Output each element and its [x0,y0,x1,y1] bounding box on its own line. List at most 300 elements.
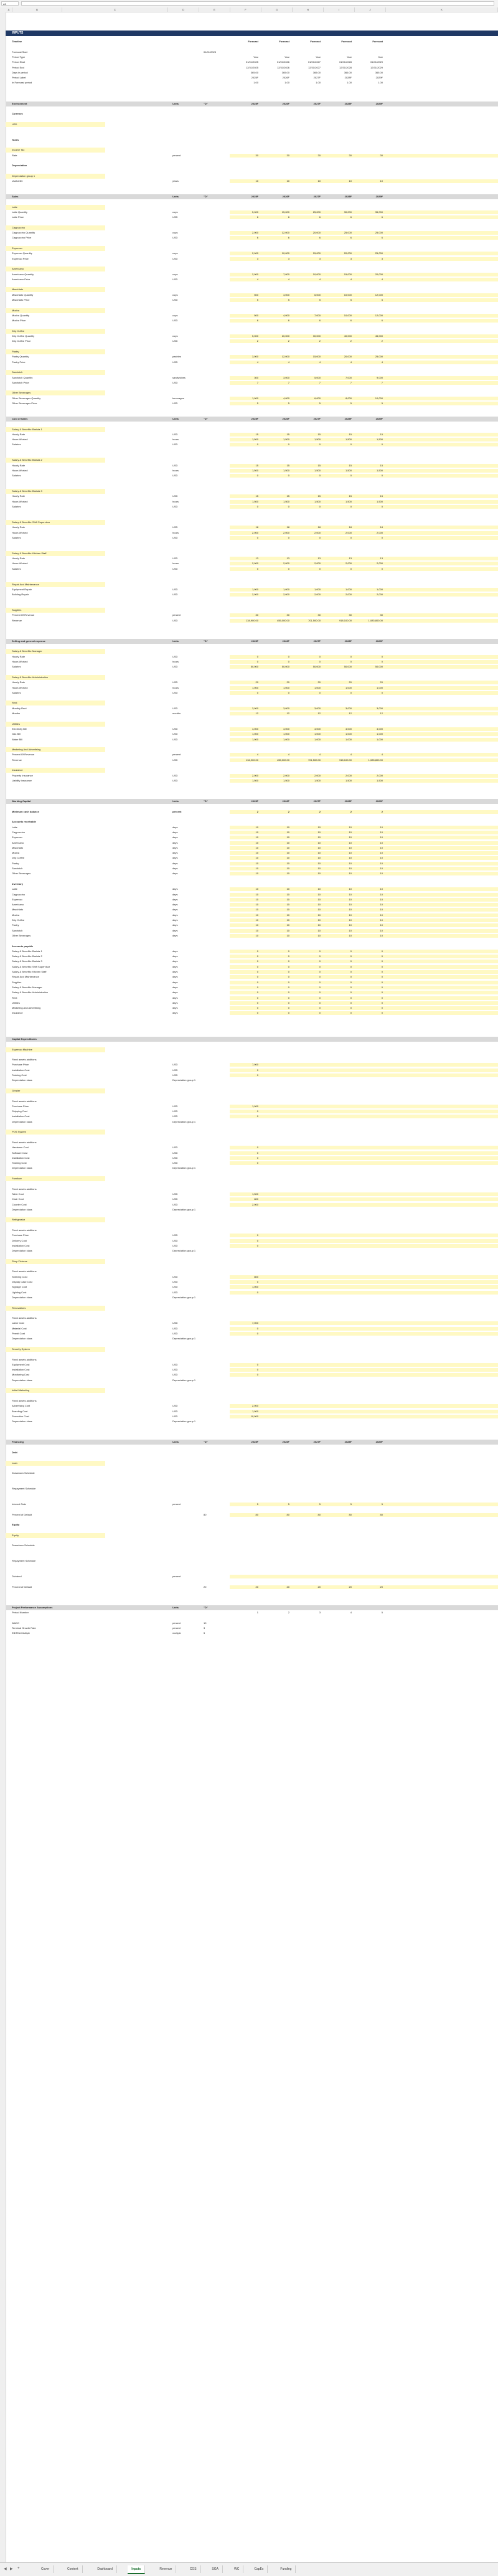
cell[interactable]: Period Number [12,1611,29,1615]
value-cell[interactable]: 18 [349,526,352,529]
cell[interactable]: USD [172,773,178,777]
value-cell[interactable]: 20 [255,681,258,684]
value-cell[interactable]: 7,000 [314,313,321,317]
sales-row[interactable] [6,272,498,277]
value-cell[interactable]: 1,500 [251,438,258,441]
value-cell[interactable]: 0 [256,1326,258,1330]
value-cell[interactable]: 0 [256,474,258,478]
sga-row[interactable] [6,732,498,737]
sga-row[interactable] [6,727,498,732]
value-cell[interactable]: 1.00 [347,81,352,85]
cos-row[interactable] [6,613,498,618]
ap-row[interactable] [6,1001,498,1006]
sheet-tab-funding[interactable]: Funding [276,2565,296,2573]
value-cell[interactable]: 2,000 [345,593,352,597]
cell[interactable]: Rate [12,153,17,157]
ap-row[interactable] [6,1006,498,1011]
cell[interactable]: USD [172,526,178,529]
subsection-label[interactable] [6,138,498,143]
group-label[interactable] [6,1130,105,1135]
value-cell[interactable]: 10 [349,913,352,917]
value-cell[interactable]: 1,000 [251,686,258,689]
value-cell[interactable]: 5 [381,1502,383,1506]
value-cell[interactable]: 1,000 [251,1409,258,1413]
value-cell[interactable]: 0 [288,991,289,994]
cell[interactable]: USD [172,1326,178,1330]
value-cell[interactable]: 3 [319,257,321,260]
cell[interactable]: days [172,960,178,963]
value-cell[interactable]: 2026F [282,800,289,803]
value-cell[interactable]: 15 [349,463,352,467]
cell[interactable]: USD [172,535,178,539]
section-header[interactable] [6,194,498,199]
value-cell[interactable]: 2027F [313,417,321,420]
capex-row[interactable] [6,1331,498,1336]
value-cell[interactable]: 10 [255,892,258,896]
value-cell[interactable]: 0 [381,985,383,989]
value-cell[interactable]: Forecast [341,40,352,43]
value-cell[interactable]: 2 [288,809,289,813]
value-cell[interactable]: 0 [288,691,289,694]
depreciation-class-row[interactable] [6,1419,498,1424]
fixed-assets-label[interactable] [6,1187,498,1192]
value-cell[interactable]: 4,000 [345,727,352,730]
value-cell[interactable]: 7 [288,380,289,384]
sheet-tab-cover[interactable]: Cover [37,2565,54,2573]
value-cell[interactable]: 5 [381,298,383,301]
value-cell[interactable]: 0 [288,1006,289,1010]
value-cell[interactable]: 3 [288,257,289,260]
cos-row[interactable] [6,556,498,561]
cell[interactable]: USD [172,1068,178,1072]
cell[interactable]: USD [172,1161,178,1165]
cell[interactable]: Advertising Cost [12,1404,31,1408]
value-cell[interactable]: 6 [381,319,383,323]
value-cell[interactable]: Year [377,55,383,59]
value-cell[interactable]: 10,000 [312,272,321,276]
value-cell[interactable]: 0 [319,660,321,663]
group-label[interactable] [6,308,105,313]
value-cell[interactable]: 10 [380,872,383,875]
group-title[interactable]: Utilities [12,722,20,725]
value-cell[interactable]: 50,000 [312,665,321,669]
cell[interactable]: Americano Price [12,277,31,281]
add-sheet-icon[interactable]: + [17,2567,20,2570]
cell[interactable]: Sandwich [12,928,23,932]
section-title[interactable]: Project Performance Assumptions [12,1605,53,1609]
cell[interactable]: days [172,825,178,829]
value-cell[interactable]: 3 [319,1611,321,1615]
value-cell[interactable]: 0 [256,1115,258,1118]
cell[interactable]: USD [172,215,178,219]
value-cell[interactable]: 0 [288,960,289,963]
value-cell[interactable]: 0 [350,991,352,994]
value-cell[interactable]: 0 [288,985,289,989]
section-header[interactable] [6,639,498,644]
capex-row[interactable] [6,1326,498,1331]
cos-row[interactable] [6,504,498,509]
cell[interactable]: Chair Cost [12,1197,24,1201]
value-cell[interactable]: 3 [350,257,352,260]
column-tag[interactable]: "D" [204,639,208,643]
cell[interactable]: days [172,955,178,958]
cell[interactable]: Equipment Repair [12,587,32,591]
cell[interactable]: USD [172,1156,178,1159]
value-cell[interactable]: 0 [256,960,258,963]
value-cell[interactable]: 0 [381,1006,383,1010]
cell[interactable]: Percent Of Revenue [12,613,35,617]
value-cell[interactable]: 15 [380,463,383,467]
cell[interactable]: days [172,985,178,989]
value-cell[interactable]: 15 [380,494,383,498]
capex-row[interactable] [6,1285,498,1290]
cell[interactable]: USD [172,505,178,508]
value-cell[interactable]: 0 [319,654,321,658]
value-cell[interactable]: 5 [256,1502,258,1506]
value-cell[interactable]: 2025F [251,639,258,643]
value-cell[interactable]: 1,000 [283,737,289,741]
column-letter-h[interactable]: H [293,7,324,12]
value-cell[interactable]: 50,000 [281,665,289,669]
eq-default-row[interactable] [6,1585,498,1590]
value-cell[interactable]: 2,000 [345,773,352,777]
depreciation-class-row[interactable] [6,1166,498,1171]
value-cell[interactable]: 10,000 [281,252,289,255]
value-cell[interactable]: 2027F [313,195,321,198]
group-label[interactable] [6,205,105,210]
cell[interactable]: Training Cost [12,1161,27,1165]
value-cell[interactable]: 10 [349,825,352,829]
group-label[interactable] [6,1461,105,1466]
cell[interactable]: USD [172,1197,178,1201]
group-title[interactable]: Mocha [12,308,20,312]
cell[interactable]: Pastry Quantity [12,355,29,359]
cell[interactable]: Fixed assets additions [12,1187,37,1191]
value-cell[interactable]: 0 [256,1146,258,1149]
value-cell[interactable]: 30 [349,153,352,157]
sga-row[interactable] [6,664,498,669]
subsection-label[interactable] [6,944,498,949]
value-cell[interactable]: 365.00 [281,70,289,74]
value-cell[interactable]: 2029F [375,76,383,80]
value-cell[interactable]: 20 [317,681,321,684]
group-title[interactable]: USD [12,122,17,126]
value-cell[interactable]: 1,500 [283,468,289,472]
cell[interactable]: Monthly Rent [12,706,27,710]
depreciation-class-row[interactable] [6,1295,498,1300]
ap-row[interactable] [6,959,498,964]
sales-row[interactable] [6,375,498,380]
value-cell[interactable]: 1,000 [314,686,321,689]
value-cell[interactable]: 10 [286,908,289,912]
column-letter-e[interactable]: E [199,7,230,12]
cell[interactable]: Purchase Price [12,1104,29,1108]
cell[interactable]: USD [172,277,178,281]
value-cell[interactable]: 01/01/2026 [276,60,289,64]
cell[interactable]: Salaries [12,691,21,694]
value-cell[interactable]: 15 [380,432,383,436]
value-cell[interactable]: 2,000 [314,562,321,565]
value-cell[interactable]: 10 [286,861,289,865]
cell[interactable]: percent [172,1626,181,1630]
value-cell[interactable]: 15 [286,494,289,498]
value-cell[interactable]: 10 [286,825,289,829]
cell[interactable]: USD [172,1073,178,1077]
group-title[interactable]: Pastry [12,350,19,353]
group-label[interactable] [6,329,105,334]
cell[interactable]: Mocha Price [12,319,26,323]
inventory-row[interactable] [6,892,498,897]
group-title[interactable]: Shop Fixtures [12,1259,27,1263]
cell[interactable]: USD [172,298,178,301]
cell[interactable]: cups [172,252,178,255]
cell[interactable]: days [172,841,178,844]
capex-row[interactable] [6,1280,498,1285]
cos-row[interactable] [6,535,498,540]
cell[interactable]: Drip Coffee [12,856,25,860]
value-cell[interactable]: 2 [319,339,321,343]
cell[interactable]: Hourly Rate [12,526,26,529]
cell[interactable]: Americano [12,841,24,844]
value-cell[interactable]: 0 [381,949,383,953]
value-cell[interactable]: 0 [381,535,383,539]
ap-row[interactable] [6,949,498,954]
value-cell[interactable]: 6 [256,319,258,323]
value-cell[interactable]: 12/31/2025 [245,65,258,69]
value-cell[interactable]: 1,000 [251,587,258,591]
cell[interactable]: USD [172,1414,178,1418]
cell[interactable]: USD [172,706,178,710]
depreciation-class-row[interactable] [6,1378,498,1383]
value-cell[interactable]: 18 [255,526,258,529]
value-cell[interactable]: 2,000 [251,531,258,534]
ar-row[interactable] [6,861,498,866]
value-cell[interactable]: 10 [349,861,352,865]
value-cell[interactable]: 10 [380,908,383,912]
cell[interactable]: USD [172,257,178,260]
value-cell[interactable]: 0 [256,1001,258,1004]
section-title[interactable]: Selling and general expense [12,639,45,643]
group-label[interactable] [6,427,105,432]
value-cell[interactable]: 0 [319,985,321,989]
value-cell[interactable]: 0 [319,975,321,979]
capex-row[interactable] [6,1156,498,1161]
capex-row[interactable] [6,1197,498,1202]
value-cell[interactable]: 134,900.00 [245,758,258,762]
cell[interactable]: Shelving Cost [12,1275,27,1278]
value-cell[interactable]: 10 [317,825,321,829]
value-cell[interactable]: 0 [350,660,352,663]
value-cell[interactable]: 1 [256,1611,258,1615]
value-cell[interactable]: 0 [319,980,321,984]
subsection-label[interactable] [6,1522,498,1527]
value-cell[interactable]: 10 [349,918,352,922]
value-cell[interactable]: 0 [288,474,289,478]
value-cell[interactable]: 1,500 [376,468,383,472]
value-cell[interactable]: 2027F [313,76,321,80]
value-cell[interactable]: 0 [350,970,352,973]
value-cell[interactable]: 0 [256,443,258,446]
value-cell[interactable]: 10 [380,830,383,834]
sales-row[interactable] [6,334,498,339]
value-cell[interactable]: 10 [380,846,383,849]
cell[interactable]: Delivery Cost [12,1238,27,1242]
value-cell[interactable]: 2027F [313,101,321,105]
value-cell[interactable]: 2025F [251,101,258,105]
cell[interactable]: USD [172,1115,178,1118]
value-cell[interactable]: 0 [381,654,383,658]
value-cell[interactable]: 0 [256,975,258,979]
value-cell[interactable]: 10 [317,928,321,932]
cell[interactable]: Electricity Bill [12,727,27,730]
cell[interactable]: USD [172,1238,178,1242]
cell[interactable]: Counter Cost [12,1202,27,1206]
value-cell[interactable]: 1,000 [251,732,258,736]
sga-row[interactable] [6,654,498,659]
value-cell[interactable]: 0 [350,980,352,984]
value-cell[interactable]: 4,000 [283,313,289,317]
cell[interactable]: Training Cost [12,1073,27,1077]
column-tag[interactable]: "D" [204,195,208,198]
value-cell[interactable]: 12,000 [375,293,383,296]
value-cell[interactable]: 10 [317,903,321,907]
value-cell[interactable]: 20 [255,1585,258,1588]
value-cell[interactable]: 10 [349,179,352,183]
value-cell[interactable]: 0 [256,955,258,958]
cell[interactable]: Salaries [12,443,21,446]
group-title[interactable]: Espresso [12,247,22,250]
value-cell[interactable]: 2,000 [283,562,289,565]
cell[interactable]: Interest Rate [12,1502,26,1506]
cell[interactable]: USD [172,1285,178,1289]
value-cell[interactable]: 10 [255,928,258,932]
cell[interactable]: Property Insurance [12,773,33,777]
value-cell[interactable]: 10 [255,851,258,855]
value-cell[interactable]: 2027F [313,639,321,643]
value-cell[interactable]: 10 [286,892,289,896]
cell[interactable]: Other Beverages [12,872,31,875]
column-tag[interactable]: "D" [204,417,208,420]
value-cell[interactable]: 4 [319,753,321,757]
value-cell[interactable]: 5 [381,402,383,405]
cos-row[interactable] [6,494,498,499]
cell[interactable]: Fixed assets additions [12,1399,37,1402]
value-cell[interactable]: 0 [381,955,383,958]
value-cell[interactable]: 6,000 [314,293,321,296]
cell[interactable]: percent [172,1575,181,1578]
cell[interactable]: USD [172,567,178,570]
timeline-row[interactable] [6,75,498,80]
cell[interactable]: Dividend [12,1575,22,1578]
value-cell[interactable]: 2028F [344,195,352,198]
inventory-row[interactable] [6,923,498,928]
value-cell[interactable]: 25,000 [375,355,383,359]
sga-row[interactable] [6,691,498,696]
cell[interactable]: USD [172,1362,178,1366]
capex-row[interactable] [6,1404,498,1408]
value-cell[interactable]: 10 [349,908,352,912]
value-cell[interactable]: 13 [255,557,258,560]
value-cell[interactable]: 1,000 [345,737,352,741]
value-cell[interactable]: 40,000 [344,334,352,338]
cell[interactable]: USD [172,1280,178,1283]
value-cell[interactable]: 0 [256,1234,258,1237]
cell[interactable]: days [172,1001,178,1004]
cell[interactable]: EBITDA Multiple [12,1631,31,1635]
value-cell[interactable]: 13 [349,557,352,560]
cell[interactable]: Depreciation class [12,1249,32,1253]
value-cell[interactable]: 5,000 [251,210,258,214]
cell[interactable]: Macchiato Price [12,298,30,301]
drawdown-row[interactable] [6,1471,498,1476]
cell[interactable]: USD [172,732,178,736]
value-cell[interactable]: 1,500 [314,778,321,782]
cell[interactable]: USD [172,1373,178,1377]
cell[interactable]: days [172,928,178,932]
value-cell[interactable]: 30 [317,153,321,157]
value-cell[interactable]: 2025F [251,76,258,80]
value-cell[interactable]: 6 [319,319,321,323]
value-cell[interactable]: 0 [288,970,289,973]
value-cell[interactable]: 2,000 [345,531,352,534]
value-cell[interactable]: 10 [380,179,383,183]
inventory-row[interactable] [6,913,498,918]
cell[interactable]: hours [172,562,179,565]
cell[interactable]: days [172,903,178,907]
value-cell[interactable]: 1,000 [376,737,383,741]
value-cell[interactable]: 10 [286,923,289,927]
value-cell[interactable]: 10 [286,918,289,922]
capex-row[interactable] [6,1275,498,1280]
capex-row[interactable] [6,1114,498,1119]
value-cell[interactable]: 455,000.00 [276,618,289,622]
ar-row[interactable] [6,871,498,876]
value-cell[interactable]: 1,500 [345,468,352,472]
sales-row[interactable] [6,401,498,406]
group-label[interactable] [6,246,105,251]
column-letter-f[interactable]: F [230,7,261,12]
group-title[interactable]: Furniture [12,1177,22,1180]
value-cell[interactable]: 2026F [282,639,289,643]
subsection-label[interactable] [6,882,498,887]
value-cell[interactable]: 2026F [282,195,289,198]
value-cell[interactable]: 6,000 [314,396,321,400]
value-cell[interactable]: 10 [286,841,289,844]
ap-row[interactable] [6,965,498,970]
group-label[interactable] [6,489,105,494]
value-cell[interactable]: 4 [350,360,352,364]
value-cell[interactable]: 1,000 [251,1285,258,1289]
cell[interactable]: Forecast Start [12,50,28,54]
timeline-header[interactable] [6,39,498,44]
cell[interactable]: Fixed assets additions [12,1229,37,1232]
cell[interactable]: USD [172,778,178,782]
value-cell[interactable]: 0 [256,1368,258,1372]
cell[interactable]: Fixed assets additions [12,1316,37,1320]
value-cell[interactable]: 0 [256,567,258,570]
capex-row[interactable] [6,1062,498,1067]
cell[interactable]: cups [172,231,178,235]
group-label[interactable] [6,551,105,556]
value-cell[interactable]: 0 [350,949,352,953]
subsection-label[interactable] [6,163,498,168]
cell[interactable]: Drawdown Schedule [12,1471,35,1475]
group-title[interactable]: Salary & Benefits: Barista 3 [12,489,42,493]
value-cell[interactable]: 1,500 [251,778,258,782]
group-title[interactable]: Americano [12,267,24,271]
value-cell[interactable]: Year [346,55,352,59]
value-cell[interactable]: 0 [319,505,321,508]
